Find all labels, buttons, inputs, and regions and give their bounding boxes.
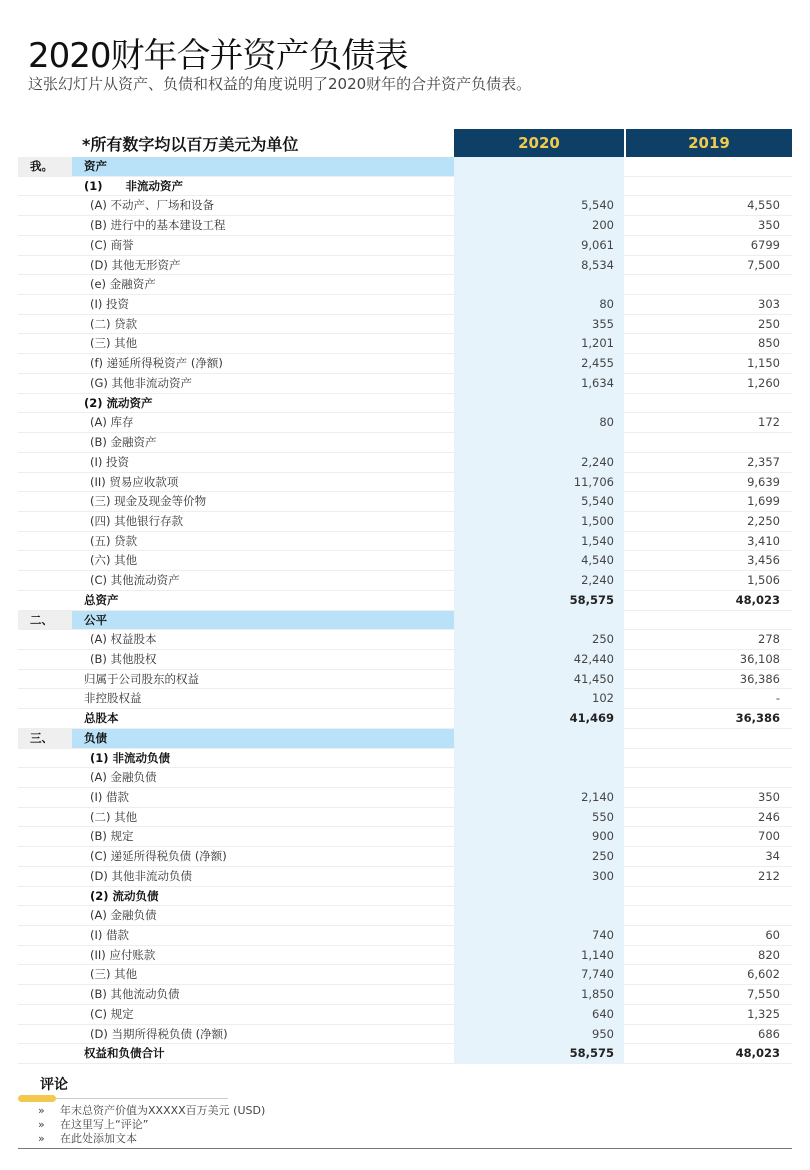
table-row: [18, 334, 792, 354]
value-2020: 2,240: [581, 454, 614, 469]
value-2020: 41,469: [569, 711, 614, 726]
value-2019: 6799: [750, 237, 780, 252]
row-label: (二) 其他: [90, 809, 138, 824]
table-row: [18, 236, 792, 256]
table-row: [18, 670, 792, 690]
table-row: [18, 926, 792, 946]
row-label: (G) 其他非流动资产: [90, 375, 193, 390]
table-row: [18, 177, 792, 197]
value-2019: 9,639: [747, 474, 780, 489]
row-label: (1) 非流动负债: [90, 750, 171, 765]
year-2019-header: 2019: [626, 129, 792, 157]
value-2019: 36,108: [739, 651, 780, 666]
section-number: 三、: [18, 729, 72, 748]
table-row: [18, 749, 792, 769]
value-2019: 7,550: [747, 987, 780, 1002]
value-2020: 1,500: [581, 513, 614, 528]
value-2019: 278: [758, 632, 780, 647]
row-label: 非控股权益: [84, 691, 142, 706]
section-label: 公平: [84, 612, 107, 627]
value-2019: 172: [758, 415, 780, 430]
table-row: [18, 946, 792, 966]
section-bar: [72, 611, 454, 630]
table-row: [18, 630, 792, 650]
table-row: [18, 965, 792, 985]
row-label: 总股本: [84, 711, 119, 726]
value-2019: 6,602: [747, 967, 780, 982]
section-number: 我。: [18, 157, 72, 176]
value-2020: 1,634: [581, 375, 614, 390]
value-2019: 3,410: [747, 533, 780, 548]
value-2020: 42,440: [573, 651, 614, 666]
value-2020: 550: [592, 809, 614, 824]
table-row: [18, 196, 792, 216]
bullet-icon: »: [38, 1118, 45, 1131]
value-2020: 1,201: [581, 336, 614, 351]
value-2019: 34: [765, 849, 780, 864]
year-2020-cell-bg: [454, 729, 624, 749]
year-2020-cell-bg: [454, 433, 624, 453]
row-label: (B) 规定: [90, 829, 134, 844]
row-label: (六) 其他: [90, 553, 138, 568]
value-2020: 2,455: [581, 356, 614, 371]
section-label: 资产: [84, 159, 107, 173]
row-label: (A) 权益股本: [90, 632, 157, 647]
value-2019: 2,357: [747, 454, 780, 469]
value-2019: 2,250: [747, 513, 780, 528]
value-2020: 740: [592, 928, 614, 943]
value-2020: 11,706: [573, 474, 614, 489]
table-row: [18, 256, 792, 276]
value-2019: 36,386: [735, 711, 780, 726]
year-2020-header: 2020: [454, 129, 624, 157]
row-label: (2) 流动资产: [84, 395, 153, 410]
row-label: (A) 不动产、厂场和设备: [90, 198, 214, 213]
value-2020: 5,540: [581, 494, 614, 509]
value-2020: 355: [592, 316, 614, 331]
table-row: [18, 847, 792, 867]
year-2020-cell-bg: [454, 177, 624, 197]
section-row: [18, 157, 792, 177]
year-2020-cell-bg: [454, 768, 624, 788]
section-row: [18, 729, 792, 749]
comments-title: 评论: [40, 1077, 68, 1093]
row-label: (C) 其他流动资产: [90, 573, 180, 588]
row-label: (f) 递延所得税资产 (净额): [90, 356, 223, 371]
value-2020: 80: [599, 415, 614, 430]
value-2019: 850: [758, 336, 780, 351]
row-label: (I) 借款: [90, 790, 130, 804]
value-2020: 250: [592, 632, 614, 647]
row-label: (D) 其他无形资产: [90, 257, 181, 272]
table-row: [18, 1005, 792, 1025]
value-2020: 250: [592, 849, 614, 864]
year-2020-cell-bg: [454, 275, 624, 295]
value-2019: 700: [758, 829, 780, 844]
value-2019: 1,150: [747, 356, 780, 371]
value-2019: 246: [758, 809, 780, 824]
table-row: [18, 453, 792, 473]
row-label: (B) 其他流动负债: [90, 987, 180, 1002]
value-2019: -: [775, 691, 780, 706]
value-2020: 300: [592, 868, 614, 883]
value-2019: 7,500: [747, 257, 780, 272]
comment-text: 在这里写上“评论”: [60, 1118, 149, 1131]
unit-note: *所有数字均以百万美元为单位: [82, 135, 299, 154]
value-2020: 5,540: [581, 198, 614, 213]
value-2020: 2,240: [581, 573, 614, 588]
row-label: (C) 规定: [90, 1006, 134, 1021]
row-label: (A) 库存: [90, 415, 134, 430]
row-label: (II) 应付账款: [90, 947, 156, 962]
row-label: (I) 投资: [90, 297, 130, 312]
table-row: [18, 492, 792, 512]
value-2019: 3,456: [747, 553, 780, 568]
bottom-divider: [18, 1148, 792, 1149]
value-2020: 950: [592, 1026, 614, 1041]
table-row: [18, 867, 792, 887]
value-2019: 60: [765, 928, 780, 943]
row-label: (2) 流动负债: [90, 888, 159, 903]
value-2019: 36,386: [739, 671, 780, 686]
year-2020-cell-bg: [454, 611, 624, 631]
value-2020: 102: [592, 691, 614, 706]
value-2020: 58,575: [569, 592, 614, 607]
section-number: 二、: [18, 611, 72, 630]
value-2019: 686: [758, 1026, 780, 1041]
row-label: (三) 现金及现金等价物: [90, 494, 207, 509]
table-row: [18, 275, 792, 295]
page-subtitle: 这张幻灯片从资产、负债和权益的角度说明了2020财年的合并资产负债表。: [28, 75, 532, 93]
value-2019: 820: [758, 947, 780, 962]
value-2019: 212: [758, 868, 780, 883]
row-label: (I) 投资: [90, 454, 130, 469]
page-title: 2020财年合并资产负债表: [28, 36, 408, 76]
comments-list: [38, 1104, 265, 1146]
value-2020: 41,450: [573, 671, 614, 686]
table-row: [18, 689, 792, 709]
value-2020: 4,540: [581, 553, 614, 568]
comment-item: [38, 1104, 265, 1118]
table-row: [18, 295, 792, 315]
table-row: [18, 532, 792, 552]
comment-text: 在此处添加文本: [60, 1132, 137, 1145]
table-row: [18, 512, 792, 532]
row-label: (A) 金融负债: [90, 908, 157, 923]
value-2019: 303: [758, 297, 780, 312]
year-2020-cell-bg: [454, 157, 624, 177]
value-2020: 58,575: [569, 1046, 614, 1061]
row-label: (1) 非流动资产: [84, 178, 184, 193]
row-label: (三) 其他: [90, 336, 138, 351]
table-row: [18, 315, 792, 335]
year-2020-cell-bg: [454, 749, 624, 769]
balance-sheet-table: [18, 129, 792, 1064]
table-body: [18, 157, 792, 1064]
bullet-icon: »: [38, 1104, 45, 1117]
value-2019: 48,023: [735, 1046, 780, 1061]
table-row: [18, 216, 792, 236]
table-row: [18, 1025, 792, 1045]
value-2020: 900: [592, 829, 614, 844]
section-row: [18, 611, 792, 631]
row-label: 权益和负债合计: [84, 1046, 165, 1061]
row-label: (五) 贷款: [90, 533, 138, 548]
value-2020: 8,534: [581, 257, 614, 272]
bullet-icon: »: [38, 1132, 45, 1145]
value-2020: 200: [592, 218, 614, 233]
table-row: [18, 768, 792, 788]
row-label: (C) 递延所得税负债 (净额): [90, 849, 227, 864]
row-label: (A) 金融负债: [90, 770, 157, 785]
row-label: (B) 金融资产: [90, 435, 157, 450]
table-row: [18, 808, 792, 828]
year-2020-cell-bg: [454, 906, 624, 926]
section-label: 负债: [84, 730, 107, 745]
table-row: [18, 650, 792, 670]
row-label: (四) 其他银行存款: [90, 513, 184, 528]
value-2019: 4,550: [747, 198, 780, 213]
value-2019: 1,325: [747, 1006, 780, 1021]
value-2020: 80: [599, 297, 614, 312]
table-row: [18, 571, 792, 591]
value-2019: 1,506: [747, 573, 780, 588]
table-row: [18, 788, 792, 808]
table-row: [18, 887, 792, 907]
value-2019: 1,260: [747, 375, 780, 390]
table-row: [18, 551, 792, 571]
table-row: [18, 1044, 792, 1064]
year-2020-cell-bg: [454, 394, 624, 414]
row-label: (二) 贷款: [90, 316, 138, 331]
table-row: [18, 985, 792, 1005]
row-label: (B) 进行中的基本建设工程: [90, 218, 226, 233]
table-row: [18, 413, 792, 433]
table-row: [18, 433, 792, 453]
value-2019: 250: [758, 316, 780, 331]
row-label: 总资产: [84, 592, 119, 607]
year-2020-cell-bg: [454, 887, 624, 907]
row-label: (B) 其他股权: [90, 651, 157, 666]
value-2019: 48,023: [735, 592, 780, 607]
section-bar: [72, 729, 454, 748]
value-2020: 1,850: [581, 987, 614, 1002]
value-2020: 2,140: [581, 790, 614, 804]
comment-item: [38, 1118, 265, 1132]
row-label: (C) 商誉: [90, 237, 134, 252]
section-bar: [72, 157, 454, 176]
row-label: (D) 当期所得税负债 (净额): [90, 1026, 228, 1041]
comments-accent-bar: [18, 1095, 56, 1102]
value-2019: 350: [758, 218, 780, 233]
row-label: (三) 其他: [90, 967, 138, 982]
value-2020: 1,140: [581, 947, 614, 962]
value-2019: 1,699: [747, 494, 780, 509]
row-label: (I) 借款: [90, 928, 130, 943]
row-label: (D) 其他非流动负债: [90, 868, 192, 883]
table-row: [18, 709, 792, 729]
value-2020: 7,740: [581, 967, 614, 982]
value-2020: 9,061: [581, 237, 614, 252]
table-row: [18, 394, 792, 414]
value-2020: 1,540: [581, 533, 614, 548]
value-2020: 640: [592, 1006, 614, 1021]
row-label: (II) 贸易应收款项: [90, 474, 179, 489]
value-2019: 350: [758, 790, 780, 804]
comment-text: 年末总资产价值为XXXXX百万美元 (USD): [60, 1104, 266, 1117]
table-row: [18, 827, 792, 847]
table-row: [18, 591, 792, 611]
table-row: [18, 354, 792, 374]
table-header: [18, 129, 792, 157]
row-label: 归属于公司股东的权益: [84, 671, 199, 686]
table-row: [18, 906, 792, 926]
row-label: (e) 金融资产: [90, 277, 156, 292]
table-row: [18, 473, 792, 493]
comment-item: [38, 1132, 265, 1146]
table-row: [18, 374, 792, 394]
